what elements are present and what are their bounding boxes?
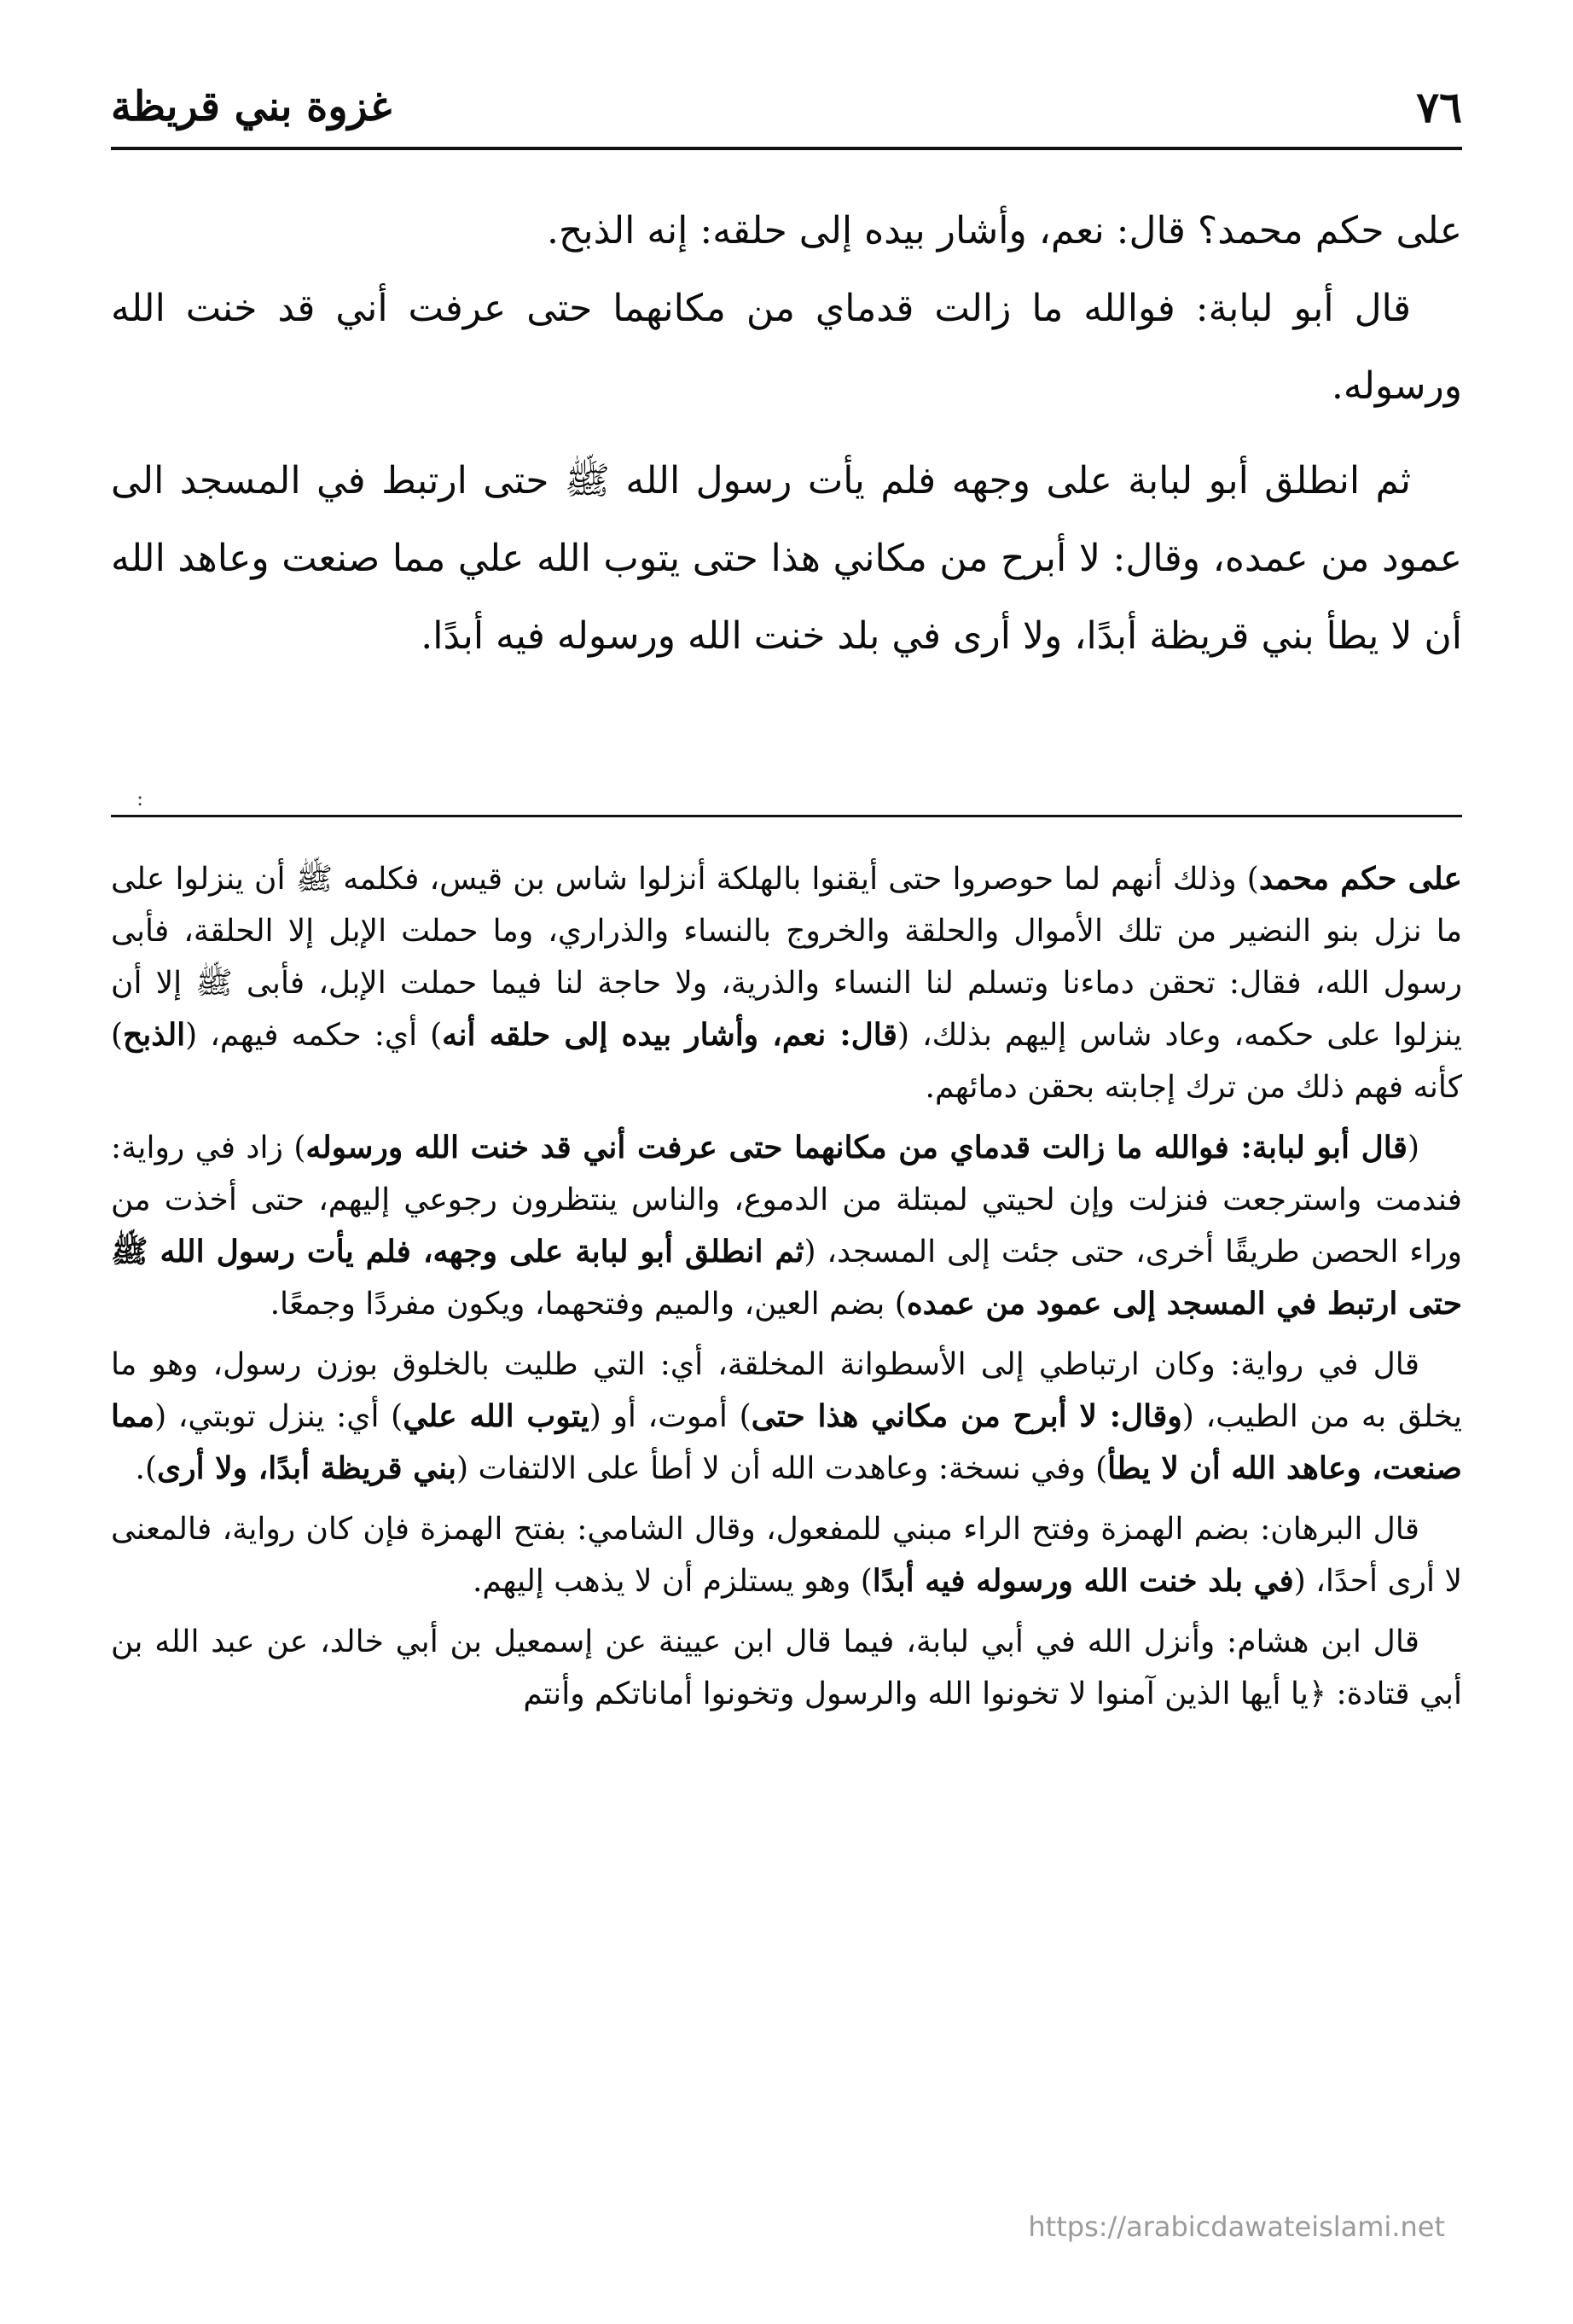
commentary-text: ) أي: ينزل توبتي، (: [154, 1399, 403, 1434]
commentary-text: ) كأنه فهم ذلك من ترك إجابته بحقن دمائهم.: [111, 1018, 1462, 1105]
commentary-quote: وقال: لا أبرح من مكاني هذا حتى: [751, 1398, 1182, 1434]
page-number: ٧٦: [1416, 81, 1462, 132]
commentary-quote: ثم انطلق أبو لبابة على وجهه، فلم يأت رسول الله ﷺ حتى ارتبط في المسجد إلى عمود من عمده: [111, 1234, 1462, 1322]
commentary-text: ) وذلك أنهم لما حوصروا حتى أيقنوا بالهلكة أنزلوا شاس بن قيس، فكلمه ﷺ أن ينزلوا على ما نزل بنو النضير من تلك الأموال والحلقة والخروج بالنساء والذراري، وما حملت الإبل إلا الحلقة، فأبى رسول الله، فقال: تحقن دماءنا وتسلم لنا النساء والذرية، ولا حاجة لنا فيما حملت الإبل، فأبى ﷺ إلا أن ينزلوا على حكمه، وعاد شاس إليهم بذلك، (: [111, 862, 1462, 1053]
commentary-quote: قال أبو لبابة: فوالله ما زالت قدماي من مكانهما حتى عرفت أني قد خنت الله ورسوله: [305, 1130, 1408, 1165]
commentary-paragraph: [111, 853, 1462, 1113]
commentary-quote: مما صنعت، وعاهد الله أن لا يطأ: [111, 1398, 1462, 1486]
running-title: غزوة بني قريظة: [111, 83, 392, 131]
commentary-paragraph: [111, 1503, 1462, 1607]
commentary-text: ).: [135, 1451, 158, 1486]
commentary-text: ) بضم العين، والميم وفتحهما، ويكون مفردًا وجمعًا.: [270, 1287, 907, 1322]
commentary-text: ) زاد في رواية: فندمت واسترجعت فنزلت وإن لحيتي لمبتلة من الدموع، والناس ينتظرون رجوعي إليهم، حتى أخذت من وراء الحصن طريقًا أخرى، حتى جئت إلى المسجد، (: [111, 1130, 1462, 1269]
commentary-paragraph: قال ابن هشام: وأنزل الله في أبي لبابة، فيما قال ابن عيينة عن إسمعيل بن أبي خالد، عن عبد الله بن أبي قتادة: ﴿يا أيها الذين آمنوا لا تخونوا الله والرسول وتخونوا أماناتكم وأنتم: [111, 1624, 1462, 1711]
main-text: [111, 192, 1462, 675]
commentary-paragraph: [111, 1339, 1462, 1495]
source-watermark: https://arabicdawateislami.net: [1028, 2211, 1445, 2243]
commentary-quote: بني قريظة أبدًا، ولا أرى: [157, 1450, 457, 1486]
commentary: [111, 853, 1462, 1728]
header-rule: [111, 147, 1462, 150]
main-paragraph: ثم انطلق أبو لبابة على وجهه فلم يأت رسول الله ﷺ حتى ارتبط في المسجد الى عمود من عمده، وقال: لا أبرح من مكاني هذا حتى يتوب الله علي مما صنعت وعاهد الله أن لا يطأ بني قريظة أبدًا، ولا أرى في بلد خنت الله ورسوله فيه أبدًا.: [111, 459, 1462, 658]
footnote-rule: [111, 815, 1462, 817]
commentary-text: ) أي: حكمه فيهم، (: [185, 1018, 443, 1053]
main-paragraph: على حكم محمد؟ قال: نعم، وأشار بيده إلى حلقه: إنه الذبح.: [546, 209, 1462, 253]
commentary-text: ) أموت، أو (: [589, 1399, 752, 1434]
commentary-quote: في بلد خنت الله ورسوله فيه أبدًا: [872, 1563, 1294, 1599]
page-header: [111, 68, 1462, 145]
commentary-text: قال البرهان: بضم الهمزة وفتح الراء مبني للمفعول، وقال الشامي: بفتح الهمزة فإن كان رواية، فالمعنى لا أرى أحدًا، (: [111, 1512, 1462, 1599]
commentary-text: ) وهو يستلزم أن لا يذهب إليهم.: [472, 1564, 873, 1599]
commentary-quote: على حكم محمد: [1258, 861, 1463, 897]
commentary-paragraph: (قال أبو لبابة: فوالله ما زالت قدماي من مكانهما حتى عرفت أني قد خنت الله ورسوله) زاد في رواية: فندمت واسترجعت فنزلت وإن لحيتي لمبتلة من الدموع، والناس ينتظرون رجوعي إليهم، حتى أخذت من وراء الحصن طريقًا أخرى، حتى جئت إلى المسجد، (ثم انطلق أبو لبابة على وجهه، فلم يأت رسول الله ﷺ حتى ارتبط في المسجد إلى عمود من عمده) بضم العين، والميم وفتحهما، ويكون مفردًا وجمعًا.: [111, 1130, 1462, 1322]
commentary-quote: يتوب الله علي: [403, 1398, 589, 1434]
commentary-quote: الذبح: [123, 1017, 186, 1053]
margin-dot: :: [136, 787, 144, 810]
commentary-text: ) وفي نسخة: وعاهدت الله أن لا أطأ على الالتفات (: [456, 1451, 1108, 1486]
commentary-quote: قال: نعم، وأشار بيده إلى حلقه أنه: [442, 1017, 897, 1053]
main-paragraph: قال أبو لبابة: فوالله ما زالت قدماي من مكانهما حتى عرفت أني قد خنت الله ورسوله.: [111, 287, 1462, 408]
commentary-text: قال في رواية: وكان ارتباطي إلى الأسطوانة المخلقة، أي: التي طليت بالخلوق بوزن رسول، وهو ما يخلق به من الطيب، (: [111, 1347, 1463, 1434]
